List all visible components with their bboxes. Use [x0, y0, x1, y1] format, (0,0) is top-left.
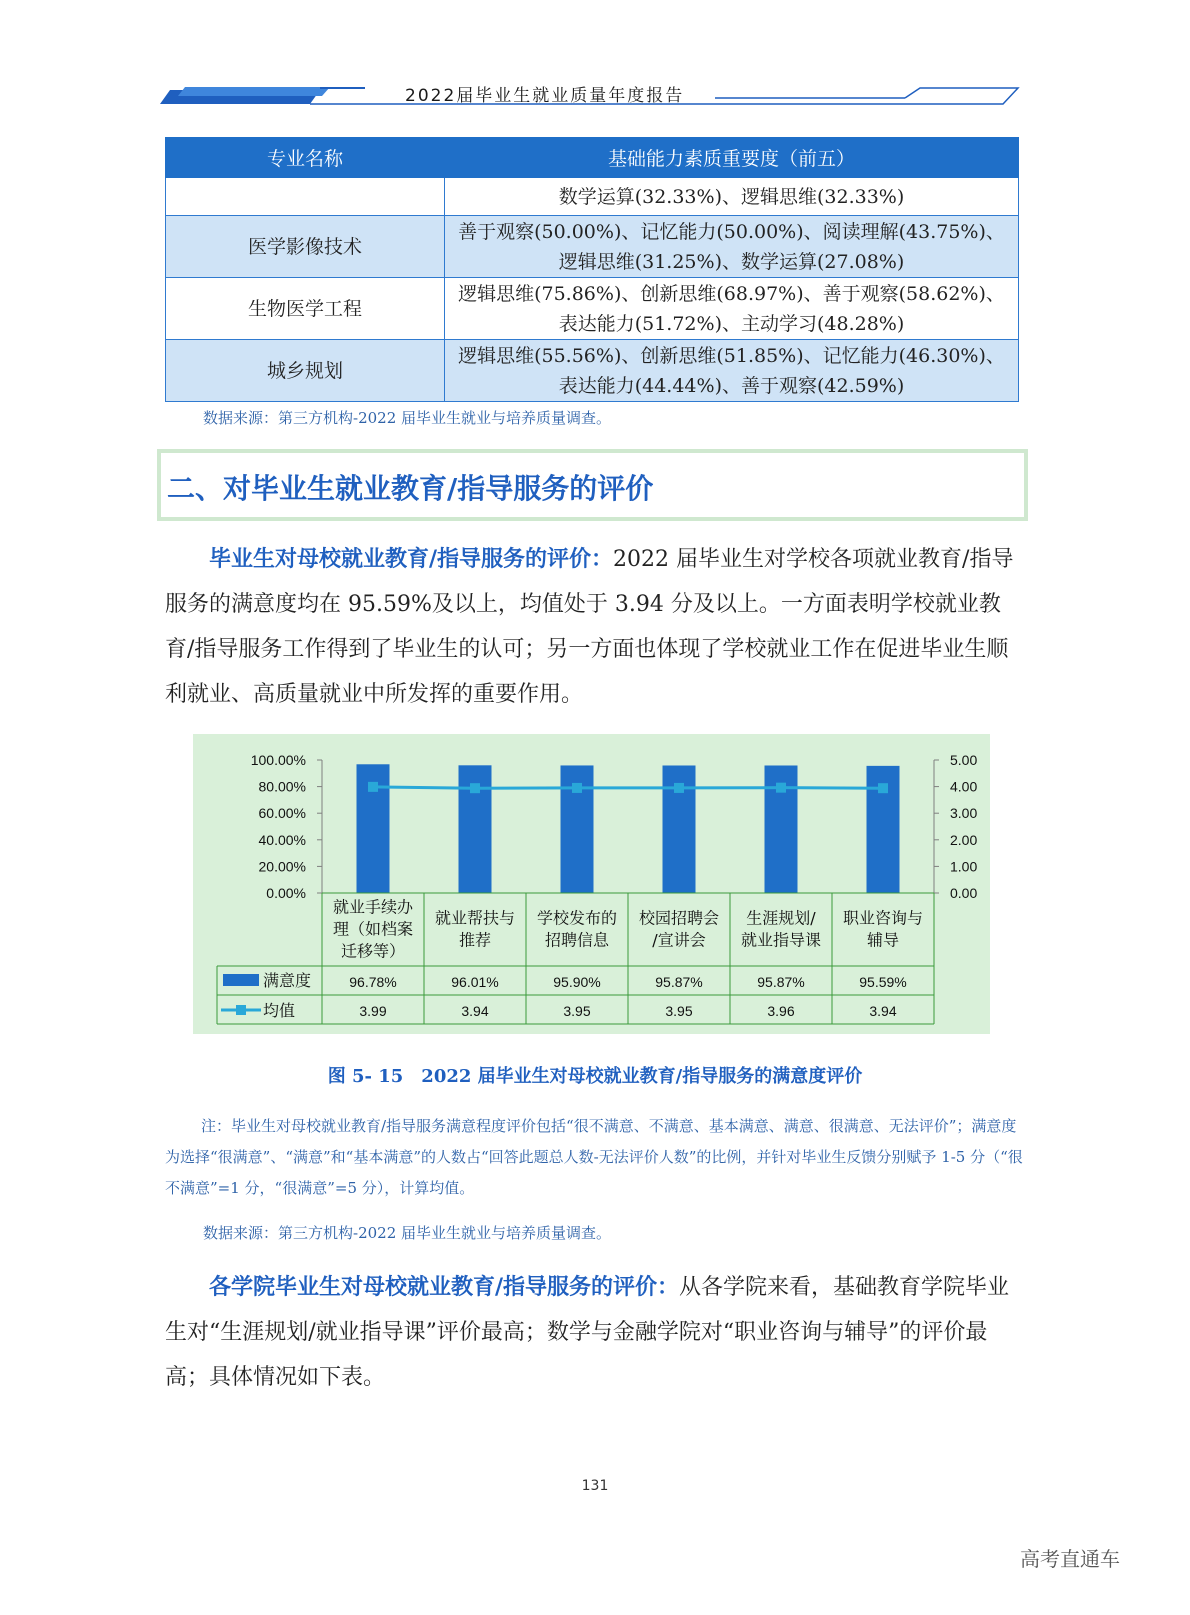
data-source-1: 数据来源：第三方机构-2022 届毕业生就业与培养质量调查。	[203, 409, 612, 427]
major-cell: 城乡规划	[166, 340, 445, 402]
data-label-satisfaction: 96.01%	[451, 974, 499, 990]
data-label-mean: 3.94	[869, 1003, 897, 1019]
left-tick-label: 80.00%	[258, 778, 306, 795]
point-mean	[776, 783, 786, 793]
right-tick-label: 3.00	[950, 805, 978, 822]
satisfaction-chart	[193, 734, 990, 1034]
data-label-satisfaction: 95.59%	[859, 974, 907, 990]
paragraph-lead: 各学院毕业生对母校就业教育/指导服务的评价：	[209, 1275, 680, 1300]
point-mean	[572, 783, 582, 793]
data-label-mean: 3.96	[767, 1003, 795, 1019]
category-label: 就业手续办	[332, 897, 414, 917]
table-header-major: 专业名称	[166, 138, 445, 178]
figure-note: 注：毕业生对母校就业教育/指导服务满意程度评价包括“很不满意、不满意、基本满意、满意、很满意、无法评价”；满意度为选择“很满意”、“满意”和“基本满意”的人数占“回答此题总人数-无法评价人数”的比例，并针对毕业生反馈分别赋予 1-5 分（“很不满意”=1 分，“很满意”=5 分），计算均值。	[165, 1117, 1023, 1197]
left-tick-label: 60.00%	[258, 805, 306, 822]
ability-cell: 逻辑思维(75.86%)、创新思维(68.97%)、善于观察(58.62%)、 表达能力(51.72%)、主动学习(48.28%)	[445, 278, 1019, 340]
right-tick-label: 5.00	[950, 752, 978, 768]
data-label-mean: 3.99	[359, 1003, 387, 1019]
ability-cell: 逻辑思维(55.56%)、创新思维(51.85%)、记忆能力(46.30%)、 表达能力(44.44%)、善于观察(42.59%)	[445, 340, 1019, 402]
left-tick-label: 0.00%	[266, 885, 306, 901]
ability-cell: 善于观察(50.00%)、记忆能力(50.00%)、阅读理解(43.75%)、 逻辑思维(31.25%)、数学运算(27.08%)	[445, 216, 1019, 278]
chart-svg	[193, 734, 990, 1034]
category-label: 理（如档案	[332, 919, 414, 939]
data-label-satisfaction: 95.87%	[757, 974, 805, 990]
left-tick-label: 20.00%	[258, 858, 306, 875]
category-label: 推荐	[458, 930, 492, 950]
legend-label-mean: 均值	[263, 1001, 296, 1020]
right-tick-label: 0.00	[950, 885, 978, 901]
major-cell: 医学影像技术	[166, 216, 445, 278]
right-tick-label: 1.00	[950, 858, 978, 875]
table-row	[166, 216, 1019, 278]
category-label: 就业帮扶与	[434, 908, 516, 928]
paragraph-text: 2022 届毕业生对学校各项就业教育/指导服务的满意度均在 95.59%及以上，均值处于 3.94 分及以上。一方面表明学校就业教育/指导服务工作得到了毕业生的认可；另一方面也体现了学校就业工作在促进毕业生顺利就业、高质量就业中所发挥的重要作用。	[165, 547, 1014, 707]
category-label: 辅导	[866, 930, 900, 950]
category-label: /宣讲会	[652, 930, 706, 950]
section-title: 二、对毕业生就业教育/指导服务的评价	[167, 472, 654, 505]
page-number: 131	[581, 1478, 609, 1494]
table-row	[166, 178, 1019, 216]
paragraph-evaluation	[165, 537, 1025, 717]
data-label-mean: 3.95	[665, 1003, 693, 1019]
table-header-ability: 基础能力素质重要度（前五）	[445, 138, 1019, 178]
category-label: 迁移等）	[340, 941, 406, 961]
data-label-mean: 3.95	[563, 1003, 591, 1019]
legend-key-mean-marker	[236, 1005, 246, 1015]
left-tick-label: 100.00%	[250, 752, 306, 768]
category-label: 招聘信息	[544, 930, 610, 950]
point-mean	[674, 783, 684, 793]
line-mean	[373, 787, 883, 788]
table-row	[166, 340, 1019, 402]
figure-caption: 图 5- 15 2022 届毕业生对母校就业教育/指导服务的满意度评价	[327, 1066, 863, 1087]
data-label-satisfaction: 95.87%	[655, 974, 703, 990]
point-mean	[878, 783, 888, 793]
header-title: 2022届毕业生就业质量年度报告	[405, 86, 685, 106]
left-tick-label: 40.00%	[258, 831, 306, 848]
data-source-2: 数据来源：第三方机构-2022 届毕业生就业与培养质量调查。	[203, 1224, 612, 1242]
right-tick-label: 4.00	[950, 778, 978, 795]
paragraph-text: 从各学院来看，基础教育学院毕业生对“生涯规划/就业指导课”评价最高；数学与金融学院对“职业咨询与辅导”的评价最高；具体情况如下表。	[165, 1275, 1010, 1390]
watermark: 高考直通车	[1020, 1547, 1120, 1571]
page-header	[160, 78, 1030, 114]
table-row	[166, 278, 1019, 340]
legend-label-satisfaction: 满意度	[263, 971, 312, 990]
major-cell	[166, 178, 445, 216]
data-label-mean: 3.94	[461, 1003, 489, 1019]
category-label: 就业指导课	[740, 930, 822, 950]
category-label: 职业咨询与	[842, 908, 924, 928]
paragraph-college	[165, 1265, 1025, 1400]
legend-key-satisfaction	[223, 974, 259, 986]
paragraph-lead: 毕业生对母校就业教育/指导服务的评价：	[209, 547, 614, 572]
ability-table	[165, 137, 1019, 402]
point-mean	[368, 782, 378, 792]
major-cell: 生物医学工程	[166, 278, 445, 340]
data-label-satisfaction: 95.90%	[553, 974, 601, 990]
category-label: 生涯规划/	[746, 908, 816, 928]
section-heading-box	[157, 449, 1028, 521]
right-tick-label: 2.00	[950, 831, 978, 848]
point-mean	[470, 783, 480, 793]
category-label: 学校发布的	[536, 908, 618, 928]
data-label-satisfaction: 96.78%	[349, 974, 397, 990]
category-label: 校园招聘会	[638, 908, 720, 928]
ability-cell: 数学运算(32.33%)、逻辑思维(32.33%)	[445, 178, 1019, 216]
